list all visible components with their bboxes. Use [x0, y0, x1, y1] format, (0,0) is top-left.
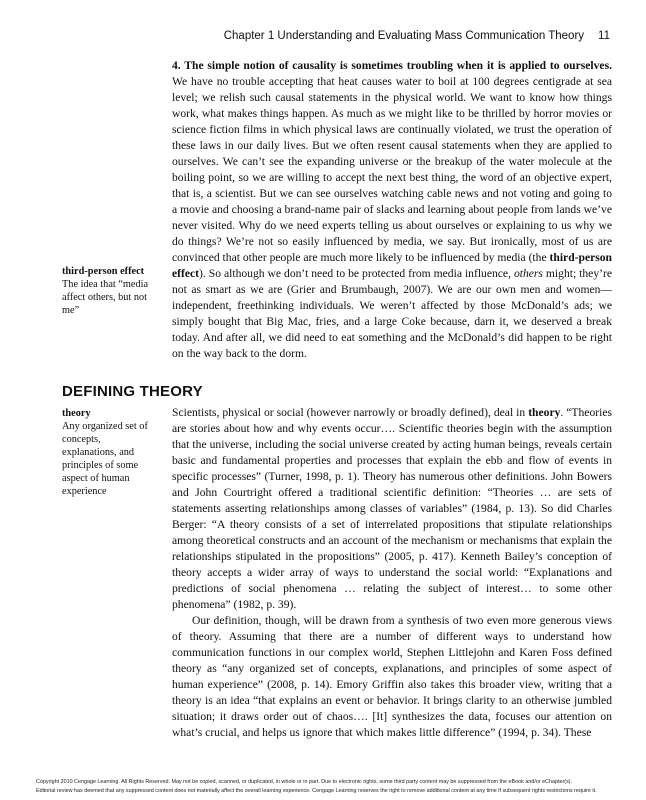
page-number: 11	[598, 30, 610, 42]
footer-line: Copyright 2010 Cengage Learning. All Rights Reserved. May not be copied, scanned, or duplicated, in whole or in part. Due to electronic rights, some third party content may be suppressed from the eBook and/or eChapter(s).	[36, 779, 573, 785]
paragraph-our-definition: Our definition, though, will be drawn from a synthesis of two even more generous views of theory. Assuming that there are a number of different ways to understand how communication functions in our complex world, Stephen Littlejohn and Karen Foss defined theory as “any organized set of concepts, explanations, and principles of some aspect of human experience” (2008, p. 14). Emory Griffin also takes this broader view, writing that a theory is an idea “that explains an event or behavior. It brings clarity to an otherwise jumbled situation; it draws order out of chaos…. [It] synthesizes the data, focuses our attention on what’s crucial, and helps us ignore that which makes little difference” (1994, p. 34). These	[172, 614, 612, 739]
point-heading: 4. The simple notion of causality is sometimes troubling when it is applied to ourselves.	[172, 59, 612, 72]
term-third-person-effect: third-person effect	[172, 251, 612, 280]
margin-note-third-person-effect	[62, 265, 154, 317]
section-heading: DEFINING THEORY	[62, 383, 203, 400]
footer-line: Editorial review has deemed that any suppressed content does not materially affect the overall learning experience. Cengage Learning reserves the right to remove additional content at any time if subsequent rights restrictions require it.	[36, 788, 597, 794]
margin-term: theory	[62, 408, 91, 419]
margin-definition: Any organized set of concepts, explanations, and principles of some aspect of human experience	[62, 421, 148, 497]
copyright-footer	[36, 778, 616, 796]
term-theory: theory	[528, 406, 561, 419]
paragraph-theory-definitions: Scientists, physical or social (however narrowly or broadly defined), deal in theory. “Theories are stories about how and why events occur…. Scientific theories begin with the assumption that the universe, including the social universe created by acting human beings, reveals certain basic and fundamental properties and processes that explain the ebb and flow of events in specific processes” (Turner, 1998, p. 1). Theory has numerous other definitions. John Bowers and John Courtright offered a traditional scientific definition: “Theories … are sets of statements asserting relationships among classes of variables” (1984, p. 13). So did Charles Berger: “A theory consists of a set of interrelated propositions that stipulate relationships among theoretical constructs and an account of the mechanism or mechanisms that explain the relationships stipulated in the propositions” (2005, p. 417). Kenneth Bailey’s conception of theory accepts a wider array of ways to understand the social world: “Explanations and predictions of social phenomena … relating the subject of interest… to some other phenomena” (1982, p. 39).	[172, 406, 612, 611]
section-defining-theory	[172, 405, 612, 741]
margin-definition: The idea that “media affect others, but not me”	[62, 279, 149, 316]
running-header	[224, 30, 610, 42]
paragraph-causality: 4. The simple notion of causality is sometimes troubling when it is applied to ourselves. We have no trouble accepting that heat causes water to boil at 100 degrees centigrade at sea level; we relish such causal statements in the physical world. We want to know how things work, what makes things happen. As much as we might like to be thrilled by horror movies or science fiction films in which physical laws are continually violated, we trust the operation of these laws in our daily lives. But we often resent causal statements when they are applied to ourselves. We can’t see the expanding universe or the breakup of the water molecule at the boiling point, so we are willing to accept the next best thing, the word of an objective expert, that is, a scientist. But we can see ourselves watching cable news and not voting and going to a movie and choosing a brand-name pair of slacks and learning about people from lands we’ve never visited. Why do we need experts telling us about ourselves or explaining to us why we do things? We’re not so easily influenced by media, we say. But ironically, most of us are convinced that other people are much more likely to be influenced by media (the third-person effect). So although we don’t need to be protected from media influence, others might; they’re not as smart as we are (Grier and Brumbaugh, 2007). We are our own men and women—independent, freethinking individuals. We weren’t affected by those McDonald’s ads; we simply bought that Big Mac, fries, and a large Coke because, darn it, we deserved a break today. And after all, we did need to eat something and the McDonald’s did happen to be right on the way back to the dorm.	[172, 59, 612, 360]
emphasis-others: others	[513, 267, 543, 280]
margin-note-theory	[62, 407, 154, 498]
chapter-title: Chapter 1 Understanding and Evaluating Mass Communication Theory	[223, 30, 585, 42]
section-causality	[172, 58, 612, 362]
margin-term: third-person effect	[62, 266, 145, 277]
